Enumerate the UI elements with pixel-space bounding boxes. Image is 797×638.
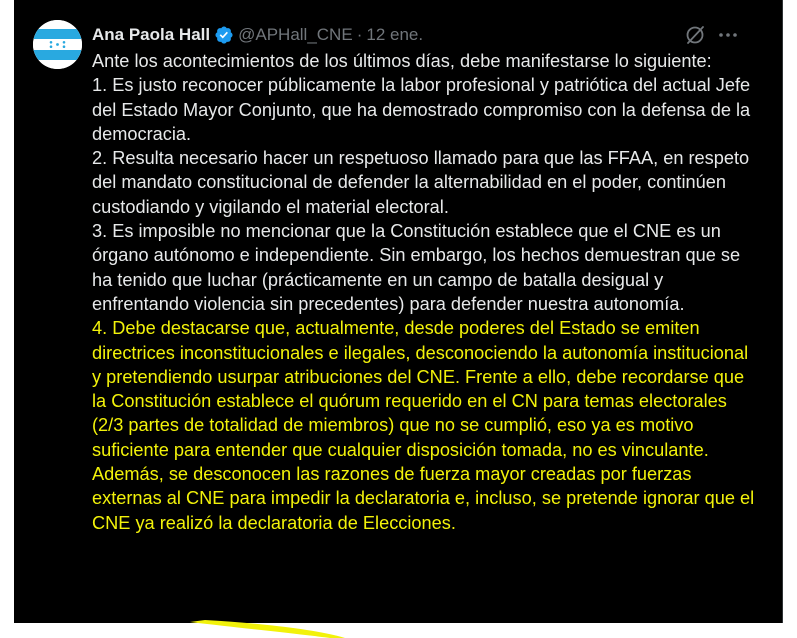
avatar[interactable]	[33, 20, 82, 69]
tweet-text	[92, 49, 762, 535]
tweet-paragraph-intro: Ante los acontecimientos de los últimos días, debe manifestarse lo siguiente:	[92, 51, 712, 71]
grok-icon[interactable]	[684, 24, 706, 46]
author-handle[interactable]: @APHall_CNE	[238, 25, 353, 44]
tweet-date[interactable]: 12 ene.	[366, 25, 424, 44]
separator-dot: ·	[356, 25, 363, 44]
tweet-header	[92, 24, 423, 46]
tweet-paragraph-1: 1. Es justo reconocer públicamente la labor profesional y patriótica del actual Jefe del Estado Mayor Conjunto, que ha demostrado compromiso con la defensa de la democracia.	[92, 75, 751, 144]
author-display-name[interactable]: Ana Paola Hall	[92, 25, 211, 44]
honduras-flag-icon	[33, 20, 82, 69]
tweet-paragraph-4-highlighted: 4. Debe destacarse que, actualmente, desde poderes del Estado se emiten directrices inconstitucionales e ilegales, desconociendo la autonomía institucional y pretendiendo usurpar atribuciones del CNE. Frente a ello, debe recordarse que la Constitución establece el quórum requerido en el CN para temas electorales (2/3 partes de totalidad de miembros) que no se cumplió, eso ya es motivo suficiente para entender que cualquier disposición tomada, no es vinculante. Además, se desconocen las razones de fuerza mayor creadas por fuerzas externas al CNE para impedir la declaratoria e, incluso, se pretende ignorar que el CNE ya realizó la declaratoria de Elecciones.	[92, 318, 755, 533]
more-options-icon[interactable]	[717, 24, 739, 46]
column-divider	[782, 0, 783, 623]
tweet-paragraph-2: 2. Resulta necesario hacer un respetuoso llamado para que las FFAA, en respeto del mandato constitucional de defender la alternabilidad en el poder, continúen custodiando y vigilando el material electoral.	[92, 148, 750, 217]
tweet-paragraph-3: 3. Es imposible no mencionar que la Constitución establece que el CNE es un órgano autónomo e independiente. Sin embargo, los hechos demuestran que se ha tenido que luchar (prácticamente en un campo de batalla desigual y enfrentando violencia sin precedentes) para defender nuestra autonomía.	[92, 221, 741, 314]
tweet-card[interactable]	[14, 0, 782, 623]
verified-badge-icon[interactable]	[214, 25, 234, 45]
